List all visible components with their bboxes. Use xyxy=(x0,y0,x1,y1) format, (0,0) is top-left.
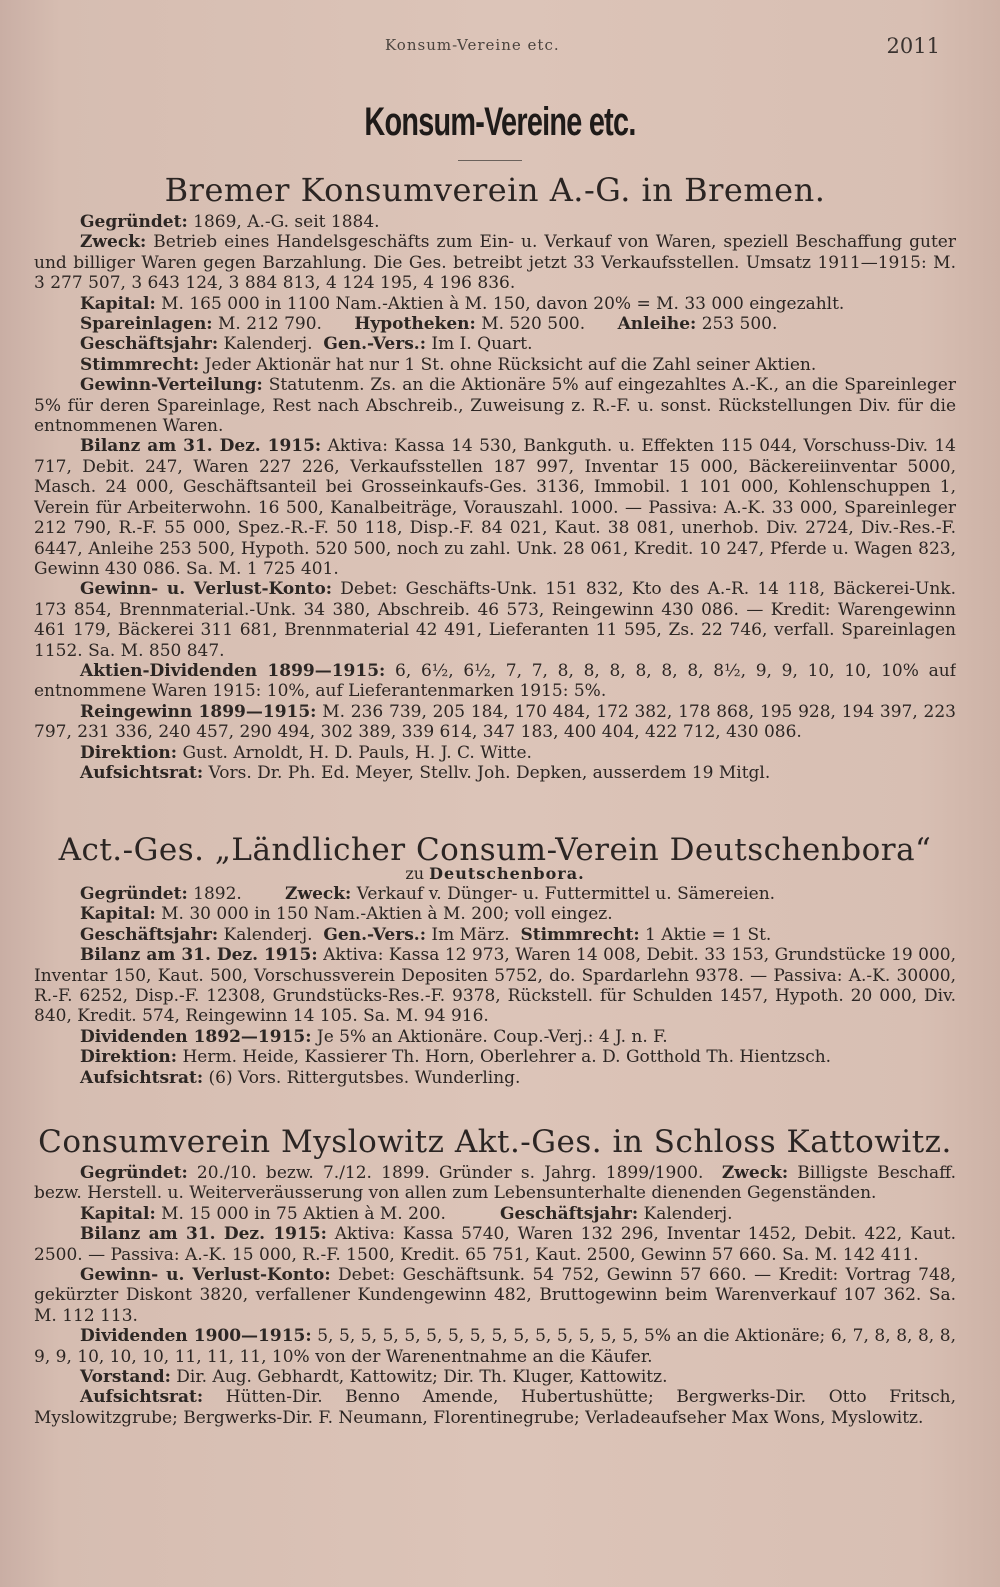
entry-founded xyxy=(34,1163,956,1204)
entry-text: Je 5% an Aktionäre. Coup.-Verj.: 4 J. n. F. xyxy=(311,1026,668,1047)
entry-text: Gust. Arnoldt, H. D. Pauls, H. J. C. Witte. xyxy=(177,742,532,763)
entry-profit-loss xyxy=(34,579,956,661)
entry-capital xyxy=(34,904,956,924)
entry-label: Gewinn- u. Verlust-Konto: xyxy=(80,1265,331,1286)
entry-founded xyxy=(34,212,956,232)
entry-label: Kapital: xyxy=(80,1203,156,1224)
entry-text: Kalenderj. xyxy=(218,334,313,355)
entry-text: 253 500. xyxy=(696,314,778,335)
entry-text: Billigste Beschaff. bezw. Herstell. u. Weiterveräusserung von allen zum Lebensunterhalte dienenden Gegenständen. xyxy=(34,1163,956,1204)
entry-label: Gegründet: xyxy=(80,1163,188,1183)
entry-dividends xyxy=(34,661,956,702)
main-title: Konsum-Vereine etc. xyxy=(364,100,636,144)
entry-text: 1892. xyxy=(187,884,242,904)
entry-text: M. 30 000 in 150 Nam.-Aktien à M. 200; voll eingez. xyxy=(155,904,613,925)
entry-balance-sheet xyxy=(34,1224,956,1265)
entry-label: Gewinn-Verteilung: xyxy=(80,375,263,396)
entry-label: Zweck: xyxy=(285,884,352,904)
entry-balance-sheet xyxy=(34,436,956,579)
company-name: Consumverein Myslowitz Akt.-Ges. in Schloss Kattowitz. xyxy=(38,1124,952,1160)
entry-label: Dividenden 1892—1915: xyxy=(80,1026,312,1047)
location-name: Deutschenbora. xyxy=(429,864,585,883)
entry-label: Bilanz am 31. Dez. 1915: xyxy=(80,1224,327,1245)
entry-purpose xyxy=(34,232,956,293)
entry-text: (6) Vors. Rittergutsbes. Wunderling. xyxy=(203,1067,521,1088)
entry-text: M. 165 000 in 1100 Nam.-Aktien à M. 150, davon 20% = M. 33 000 eingezahlt. xyxy=(155,293,845,314)
entry-label: Gegründet: xyxy=(80,884,188,904)
entry-dividends xyxy=(34,1027,956,1047)
entry-fiscal-year xyxy=(34,334,956,354)
entry-label: Geschäftsjahr: xyxy=(80,924,219,945)
entry-supervisory-board xyxy=(34,1387,956,1428)
entry-text: Herm. Heide, Kassierer Th. Horn, Oberlehrer a. D. Gotthold Th. Hientzsch. xyxy=(177,1047,832,1068)
entry-label: Direktion: xyxy=(80,742,178,763)
entry-text: Kalenderj. xyxy=(218,924,313,945)
entry-capital xyxy=(34,1204,956,1224)
entry-label: Anleihe: xyxy=(617,314,697,335)
company-section-myslowitz xyxy=(34,1124,956,1428)
entry-label: Bilanz am 31. Dez. 1915: xyxy=(80,436,322,457)
entry-text: Statutenm. Zs. an die Aktionäre 5% auf eingezahltes A.-K., an die Spareinleger 5% für deren Spareinlage, Rest nach Abschreib., Zuweisung z. R.-F. u. sonst. Rückstellungen Div. für die entnommenen Waren. xyxy=(34,375,956,437)
entry-text: Aktiva: Kassa 12 973, Waren 14 008, Debit. 33 153, Grundstücke 19 000, Inventar 150, Kaut. 500, Vorschussverein Depositen 5752, do. Spardarlehn 9378. — Passiva: A.-K. 30000, R.-F. 6252, Disp.-F. 12308, Grundstücks-Res.-F. 9378, Rückstell. für Schulden 1457, Hypoth. 20 000, Div. 840, Kredit. 574, Reingewinn 14 105. Sa. M. 94 916. xyxy=(34,945,956,1027)
entry-label: Kapital: xyxy=(80,904,156,925)
entry-text: Hütten-Dir. Benno Amende, Hubertushütte; Bergwerks-Dir. Otto Fritsch, Myslowitzgrube; Bergwerks-Dir. F. Neumann, Florentinegrube; Verladeaufseher Max Wons, Myslowitz. xyxy=(34,1387,956,1428)
entry-text: Im I. Quart. xyxy=(425,334,533,355)
entry-label: Aktien-Dividenden 1899—1915: xyxy=(80,660,386,681)
entry-text: Jeder Aktionär hat nur 1 St. ohne Rücksicht auf die Zahl seiner Aktien. xyxy=(199,354,817,375)
company-name: Act.-Ges. „Ländlicher Consum-Verein Deutschenbora“ xyxy=(58,832,932,868)
entry-text: Kalenderj. xyxy=(638,1203,733,1224)
entry-deposits xyxy=(34,314,956,334)
entry-board xyxy=(34,1367,956,1387)
entry-label: Dividenden 1900—1915: xyxy=(80,1326,312,1347)
entry-label: Bilanz am 31. Dez. 1915: xyxy=(80,945,318,966)
entry-balance-sheet xyxy=(34,945,956,1027)
page-number: 2011 xyxy=(886,34,940,58)
entry-label: Gewinn- u. Verlust-Konto: xyxy=(80,579,333,600)
entry-label: Gen.-Vers.: xyxy=(323,924,426,945)
entry-supervisory-board xyxy=(34,763,956,783)
entry-net-profit xyxy=(34,702,956,743)
title-divider xyxy=(458,160,522,161)
entry-text: M. 520 500. xyxy=(475,314,586,335)
entry-dividends xyxy=(34,1326,956,1367)
entry-text: Im März. xyxy=(425,924,510,945)
running-head xyxy=(0,36,1000,58)
entry-founded xyxy=(34,884,956,904)
entry-text: Debet: Geschäfts-Unk. 151 832, Kto des A.-R. 14 118, Bäckerei-Unk. 173 854, Brennmaterial.-Unk. 34 380, Abschreib. 46 573, Reingewinn 430 086. — Kredit: Warengewinn 461 179, Bäckerei 311 681, Brennmaterial 42 491, Lieferanten 11 595, Zs. 22 746, verfall. Spareinlagen 1152. Sa. M. 850 847. xyxy=(34,579,956,661)
entry-label: Gegründet: xyxy=(80,212,188,232)
entry-text: M. 15 000 in 75 Aktien à M. 200. xyxy=(155,1203,446,1224)
entry-label: Reingewinn 1899—1915: xyxy=(80,701,317,722)
entry-profit-loss xyxy=(34,1265,956,1326)
entry-fiscal-year xyxy=(34,925,956,945)
entry-text: Vors. Dr. Ph. Ed. Meyer, Stellv. Joh. Depken, ausserdem 19 Mitgl. xyxy=(203,762,771,783)
entry-label: Zweck: xyxy=(80,232,147,253)
running-title: Konsum-Vereine etc. xyxy=(385,36,560,54)
entry-label: Geschäftsjahr: xyxy=(80,334,219,355)
entry-text: M. 212 790. xyxy=(212,314,322,335)
entry-management xyxy=(34,743,956,763)
entry-text: Betrieb eines Handelsgeschäfts zum Ein- u. Verkauf von Waren, speziell Beschaffung guter und billiger Waren gegen Barzahlung. Die Ges. betreibt jetzt 33 Verkaufsstellen. Umsatz 1911—1915: M. 3 277 507, 3 643 124, 3 884 813, 4 124 195, 4 196 836. xyxy=(34,232,956,294)
entry-text: Debet: Geschäftsunk. 54 752, Gewinn 57 660. — Kredit: Vortrag 748, gekürzter Diskont 3820, verfallener Kundengewinn 482, Bruttogewinn beim Warenverkauf 107 362. Sa. M. 112 113. xyxy=(34,1265,956,1326)
entry-label: Spareinlagen: xyxy=(80,314,213,335)
entry-text: 20./10. bezw. 7./12. 1899. Gründer s. Jahrg. 1899/1900. xyxy=(187,1163,704,1183)
entry-label: Direktion: xyxy=(80,1047,178,1068)
entry-label: Aufsichtsrat: xyxy=(80,1067,204,1088)
entry-label: Aufsichtsrat: xyxy=(80,762,204,783)
entry-text: Dir. Aug. Gebhardt, Kattowitz; Dir. Th. Kluger, Kattowitz. xyxy=(170,1367,668,1388)
entry-text: M. 236 739, 205 184, 170 484, 172 382, 178 868, 195 928, 194 397, 223 797, 231 336, 240 457, 290 494, 302 389, 339 614, 347 183, 400 404, 422 712, 430 086. xyxy=(34,701,956,743)
entry-text: 6, 6½, 6½, 7, 7, 8, 8, 8, 8, 8, 8, 8½, 9, 9, 10, 10, 10% auf entnommene Waren 1915: 10%, auf Lieferantenmarken 1915: 5%. xyxy=(34,660,956,702)
entry-text: 1 Aktie = 1 St. xyxy=(639,924,772,945)
entry-label: Stimmrecht: xyxy=(80,354,200,375)
entry-profit-distribution xyxy=(34,375,956,436)
entry-label: Stimmrecht: xyxy=(520,924,640,945)
entry-label: Hypotheken: xyxy=(354,314,476,335)
entry-text: Verkauf v. Dünger- u. Futtermittel u. Sämereien. xyxy=(351,884,776,904)
entry-text: Aktiva: Kassa 5740, Waren 132 296, Inventar 1452, Debit. 422, Kaut. 2500. — Passiva: A.-K. 15 000, R.-F. 1500, Kredit. 65 751, Kaut. 2500, Gewinn 57 660. Sa. M. 142 411. xyxy=(34,1224,956,1265)
company-section-bremen xyxy=(34,172,956,783)
entry-label: Kapital: xyxy=(80,293,156,314)
entry-supervisory-board xyxy=(34,1068,956,1088)
entry-voting-right xyxy=(34,355,956,375)
location-prefix: zu xyxy=(405,864,430,883)
entry-text: 1869, A.-G. seit 1884. xyxy=(187,212,380,232)
entry-label: Aufsichtsrat: xyxy=(80,1387,204,1408)
entry-capital xyxy=(34,294,956,314)
company-section-deutschenbora xyxy=(34,832,956,1088)
entry-label: Zweck: xyxy=(721,1163,789,1183)
entry-label: Geschäftsjahr: xyxy=(500,1203,639,1224)
entry-label: Gen.-Vers.: xyxy=(323,334,426,355)
entry-label: Vorstand: xyxy=(80,1367,171,1388)
entry-management xyxy=(34,1047,956,1067)
entry-text: 5, 5, 5, 5, 5, 5, 5, 5, 5, 5, 5, 5, 5, 5, 5, 5% an die Aktionäre; 6, 7, 8, 8, 8, 8, 9, 9, 10, 10, 10, 11, 11, 11, 10% von der Warenentnahme an die Käufer. xyxy=(34,1326,956,1367)
company-name: Bremer Konsumverein A.-G. in Bremen. xyxy=(164,172,826,209)
entry-text: Aktiva: Kassa 14 530, Bankguth. u. Effekten 115 044, Vorschuss-Div. 14 717, Debit. 247, Waren 227 226, Verkaufsstellen 187 997, Inventar 15 000, Bäckereiinventar 5000, Masch. 24 000, Geschäftsanteil bei Grosseinkaufs-Ges. 3136, Immobil. 1 101 000, Kohlenschuppen 1, Verein für Arbeiterwohn. 16 500, Kanalbeiträge, Vorauszahl. 1000. — Passiva: A.-K. 33 000, Spareinleger 212 790, R.-F. 55 000, Spez.-R.-F. 50 118, Disp.-F. 84 021, Kaut. 38 081, unerhob. Div. 2724, Div.-Res.-F. 6447, Anleihe 253 500, Hypoth. 520 500, noch zu zahl. Unk. 28 061, Kredit. 10 247, Pferde u. Wagen 823, Gewinn 430 086. Sa. M. 1 725 401. xyxy=(34,436,956,579)
